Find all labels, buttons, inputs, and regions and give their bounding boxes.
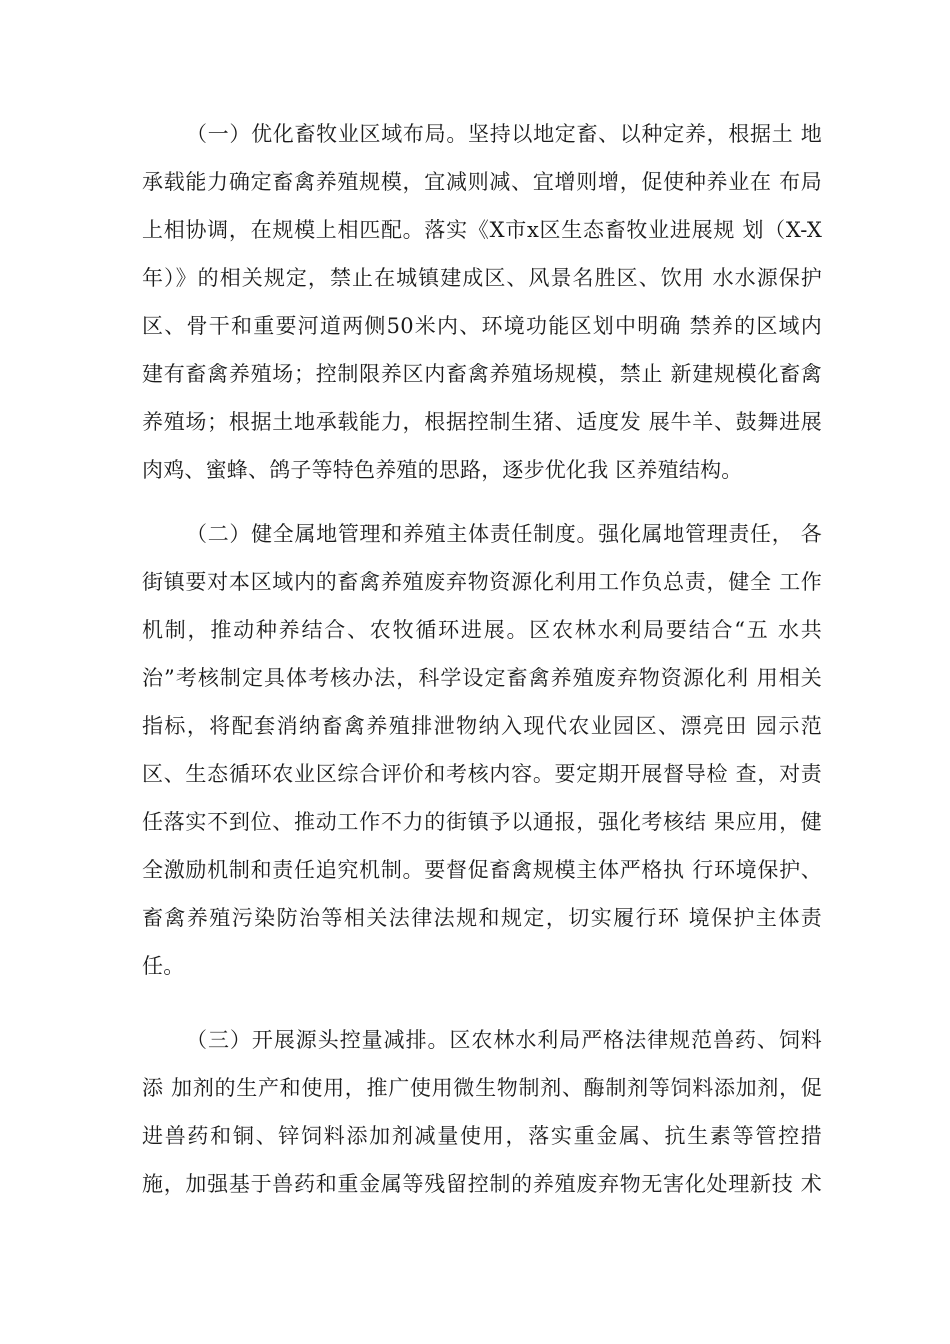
text-line: 上相协调，在规模上相匹配。落实《X市x区生态畜牧业进展规 划（X-X	[142, 218, 822, 242]
text-line: 承载能力确定畜禽养殖规模，宜减则减、宜增则增，促使种养业在 布局	[142, 170, 822, 194]
text-line: 区、骨干和重要河道两侧50米内、环境功能区划中明确 禁养的区域内	[142, 314, 822, 338]
text-line: 区、生态循环农业区综合评价和考核内容。要定期开展督导检 查，对责	[142, 762, 822, 786]
text-line: 添 加剂的生产和使用，推广使用微生物制剂、酶制剂等饲料添加剂，促	[142, 1076, 822, 1100]
text-line: （一）优化畜牧业区域布局。坚持以地定畜、以种定养，根据土 地	[186, 122, 822, 146]
text-line: 治”考核制定具体考核办法，科学设定畜禽养殖废弃物资源化利 用相关	[142, 666, 822, 690]
text-line: 施，加强基于兽药和重金属等残留控制的养殖废弃物无害化处理新技 术	[142, 1172, 822, 1196]
text-line: 年）》的相关规定，禁止在城镇建成区、风景名胜区、饮用 水水源保护	[142, 266, 822, 290]
text-line: （二）健全属地管理和养殖主体责任制度。强化属地管理责任， 各	[186, 522, 822, 546]
text-line: 任落实不到位、推动工作不力的街镇予以通报，强化考核结 果应用，健	[142, 810, 822, 834]
text-line: （三）开展源头控量减排。区农林水利局严格法律规范兽药、饲料	[186, 1028, 822, 1052]
text-line: 畜禽养殖污染防治等相关法律法规和规定，切实履行环 境保护主体责	[142, 906, 822, 930]
text-line: 任。	[142, 954, 185, 978]
text-line: 进兽药和铜、锌饲料添加剂减量使用，落实重金属、抗生素等管控措	[142, 1124, 822, 1148]
text-line: 街镇要对本区域内的畜禽养殖废弃物资源化利用工作负总责，健全 工作	[142, 570, 822, 594]
text-line: 建有畜禽养殖场；控制限养区内畜禽养殖场规模，禁止 新建规模化畜禽	[142, 362, 822, 386]
text-line: 全激励机制和责任追究机制。要督促畜禽规模主体严格执 行环境保护、	[142, 858, 822, 882]
text-line: 养殖场；根据土地承载能力，根据控制生猪、适度发 展牛羊、鼓舞进展	[142, 410, 822, 434]
text-line: 指标，将配套消纳畜禽养殖排泄物纳入现代农业园区、漂亮田 园示范	[142, 714, 822, 738]
text-line: 机制，推动种养结合、农牧循环进展。区农林水利局要结合“五 水共	[142, 618, 822, 642]
text-line: 肉鸡、蜜蜂、鸽子等特色养殖的思路，逐步优化我 区养殖结构。	[142, 458, 743, 482]
